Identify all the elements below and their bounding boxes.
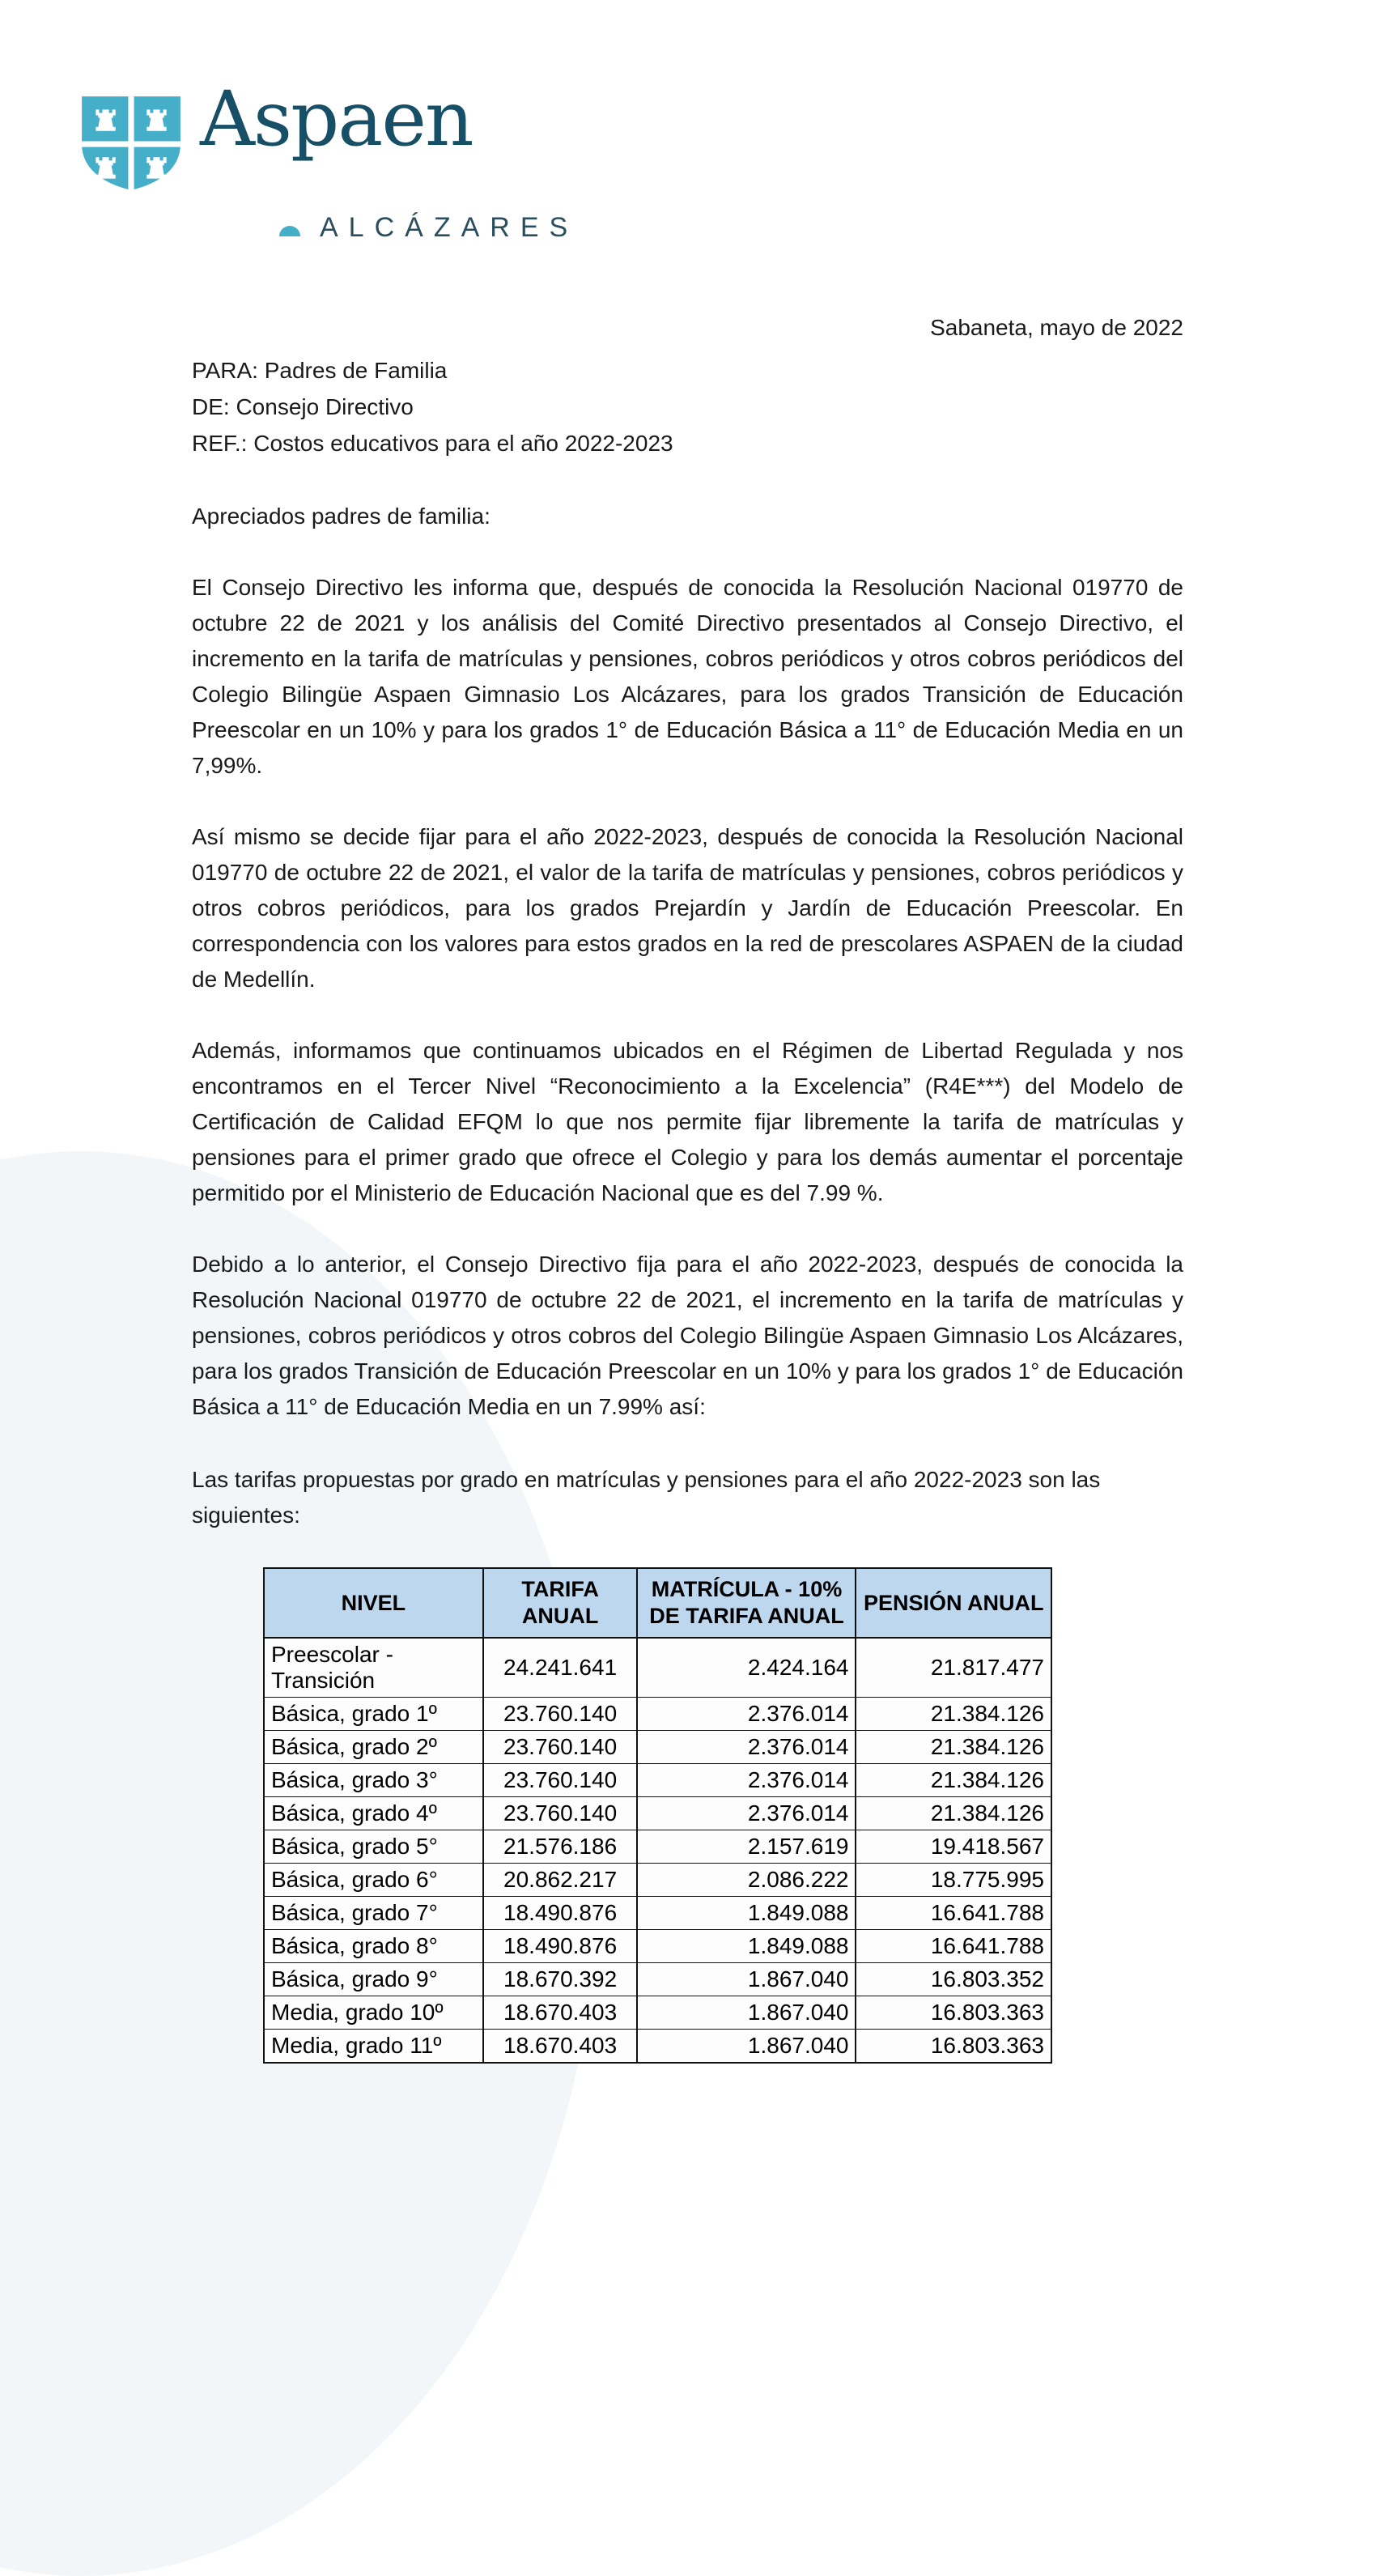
cell-nivel: Básica, grado 8° bbox=[264, 1930, 483, 1963]
cell-nivel: Básica, grado 4º bbox=[264, 1797, 483, 1830]
cell-nivel: Básica, grado 9° bbox=[264, 1963, 483, 1996]
date-line: Sabaneta, mayo de 2022 bbox=[930, 315, 1183, 340]
meta-de: DE: Consejo Directivo bbox=[192, 394, 414, 419]
cell-tarifa: 23.760.140 bbox=[483, 1698, 638, 1731]
cell-tarifa: 24.241.641 bbox=[483, 1638, 638, 1698]
cell-matricula: 1.867.040 bbox=[637, 2030, 856, 2064]
cell-nivel: Preescolar -Transición bbox=[264, 1638, 483, 1698]
cell-nivel: Media, grado 10º bbox=[264, 1996, 483, 2030]
cell-pension: 21.384.126 bbox=[856, 1797, 1051, 1830]
cell-matricula: 1.867.040 bbox=[637, 1996, 856, 2030]
paragraph-2: Así mismo se decide fijar para el año 2022-2023, después de conocida la Resolución Nacional 019770 de octubre 22 de 2021, el valor de la tarifa de matrículas y pensiones, cobros periódicos y otros cobros periódicos, para los grados Prejardín y Jardín de Educación Preescolar. En correspondencia con los valores para estos grados en la red de prescolares ASPAEN de la ciudad de Medellín. bbox=[192, 824, 1183, 992]
cell-matricula: 1.849.088 bbox=[637, 1897, 856, 1930]
table-header-row bbox=[264, 1568, 1051, 1638]
tuition-table bbox=[263, 1567, 1052, 2064]
cell-tarifa: 23.760.140 bbox=[483, 1764, 638, 1797]
table-row bbox=[264, 1864, 1051, 1897]
cell-tarifa: 23.760.140 bbox=[483, 1797, 638, 1830]
table-row bbox=[264, 1963, 1051, 1996]
cell-nivel: Básica, grado 2º bbox=[264, 1731, 483, 1764]
logo-subtitle: ALCÁZARES bbox=[320, 212, 579, 243]
cell-tarifa: 20.862.217 bbox=[483, 1864, 638, 1897]
cell-nivel: Básica, grado 1º bbox=[264, 1698, 483, 1731]
table-row bbox=[264, 1764, 1051, 1797]
table-row bbox=[264, 1830, 1051, 1864]
cell-tarifa: 18.670.392 bbox=[483, 1963, 638, 1996]
table-row bbox=[264, 1797, 1051, 1830]
cell-pension: 21.384.126 bbox=[856, 1698, 1051, 1731]
cell-matricula: 2.086.222 bbox=[637, 1864, 856, 1897]
cell-tarifa: 18.490.876 bbox=[483, 1930, 638, 1963]
table-row bbox=[264, 1996, 1051, 2030]
letter-body bbox=[192, 310, 1183, 2064]
cell-pension: 16.803.363 bbox=[856, 1996, 1051, 2030]
cell-nivel: Básica, grado 6° bbox=[264, 1864, 483, 1897]
shield-castle-icon bbox=[77, 93, 185, 193]
table-row bbox=[264, 1930, 1051, 1963]
cell-tarifa: 18.670.403 bbox=[483, 2030, 638, 2064]
cell-pension: 16.803.363 bbox=[856, 2030, 1051, 2064]
cell-nivel: Básica, grado 5° bbox=[264, 1830, 483, 1864]
header-nivel: NIVEL bbox=[264, 1568, 483, 1638]
meta-para: PARA: Padres de Familia bbox=[192, 358, 448, 383]
cell-matricula: 2.157.619 bbox=[637, 1830, 856, 1864]
paragraph-3: Además, informamos que continuamos ubicados en el Régimen de Libertad Regulada y nos encontramos en el Tercer Nivel “Reconocimiento a la Excelencia” (R4E***) del Modelo de Certificación de Calidad EFQM lo que nos permite fijar libremente la tarifa de matrículas y pensiones para el primer grado que ofrece el Colegio y para los demás aumentar el porcentaje permitido por el Ministerio de Educación Nacional que es del 7.99 %. bbox=[192, 1038, 1183, 1205]
meta-ref: REF.: Costos educativos para el año 2022-2023 bbox=[192, 431, 673, 456]
cell-tarifa: 23.760.140 bbox=[483, 1731, 638, 1764]
cell-matricula: 2.376.014 bbox=[637, 1797, 856, 1830]
cell-nivel: Básica, grado 3° bbox=[264, 1764, 483, 1797]
cell-pension: 16.803.352 bbox=[856, 1963, 1051, 1996]
header-pension-anual: PENSIÓN ANUAL bbox=[856, 1568, 1051, 1638]
cell-matricula: 1.867.040 bbox=[637, 1963, 856, 1996]
cell-pension: 21.817.477 bbox=[856, 1638, 1051, 1698]
cell-matricula: 2.376.014 bbox=[637, 1698, 856, 1731]
salutation: Apreciados padres de familia: bbox=[192, 504, 491, 529]
table-row bbox=[264, 1638, 1051, 1698]
cell-pension: 18.775.995 bbox=[856, 1864, 1051, 1897]
logo-dot-icon bbox=[279, 226, 300, 236]
header-matricula: MATRÍCULA - 10% DE TARIFA ANUAL bbox=[637, 1568, 856, 1638]
paragraph-4: Debido a lo anterior, el Consejo Directivo fija para el año 2022-2023, después de conocida la Resolución Nacional 019770 de octubre 22 de 2021, el incremento en la tarifa de matrículas y pensiones, cobros periódicos y otros cobros del Colegio Bilingüe Aspaen Gimnasio Los Alcázares, para los grados Transición de Educación Preescolar en un 10% y para los grados 1° de Educación Básica a 11° de Educación Media en un 7.99% así: bbox=[192, 1252, 1183, 1419]
cell-matricula: 1.849.088 bbox=[637, 1930, 856, 1963]
cell-nivel: Básica, grado 7° bbox=[264, 1897, 483, 1930]
paragraph-1: El Consejo Directivo les informa que, después de conocida la Resolución Nacional 019770 de octubre 22 de 2021 y los análisis del Comité Directivo presentados al Consejo Directivo, el incremento en la tarifa de matrículas y pensiones, cobros periódicos y otros cobros periódicos del Colegio Bilingüe Aspaen Gimnasio Los Alcázares, para los grados Transición de Educación Preescolar en un 10% y para los grados 1° de Educación Básica a 11° de Educación Media en un 7,99%. bbox=[192, 575, 1183, 778]
cell-tarifa: 18.670.403 bbox=[483, 1996, 638, 2030]
cell-pension: 16.641.788 bbox=[856, 1897, 1051, 1930]
cell-nivel: Media, grado 11º bbox=[264, 2030, 483, 2064]
aspaen-logo bbox=[77, 75, 595, 259]
cell-tarifa: 21.576.186 bbox=[483, 1830, 638, 1864]
table-row bbox=[264, 1897, 1051, 1930]
cell-matricula: 2.376.014 bbox=[637, 1731, 856, 1764]
cell-pension: 21.384.126 bbox=[856, 1731, 1051, 1764]
table-row bbox=[264, 1698, 1051, 1731]
table-row bbox=[264, 1731, 1051, 1764]
cell-pension: 19.418.567 bbox=[856, 1830, 1051, 1864]
cell-matricula: 2.376.014 bbox=[637, 1764, 856, 1797]
header-tarifa-anual: TARIFA ANUAL bbox=[483, 1568, 638, 1638]
cell-matricula: 2.424.164 bbox=[637, 1638, 856, 1698]
cell-tarifa: 18.490.876 bbox=[483, 1897, 638, 1930]
table-row bbox=[264, 2030, 1051, 2064]
logo-wordmark: Aspaen bbox=[200, 75, 473, 164]
table-intro: Las tarifas propuestas por grado en matrículas y pensiones para el año 2022-2023 son las siguientes: bbox=[192, 1467, 1101, 1528]
cell-pension: 21.384.126 bbox=[856, 1764, 1051, 1797]
cell-pension: 16.641.788 bbox=[856, 1930, 1051, 1963]
